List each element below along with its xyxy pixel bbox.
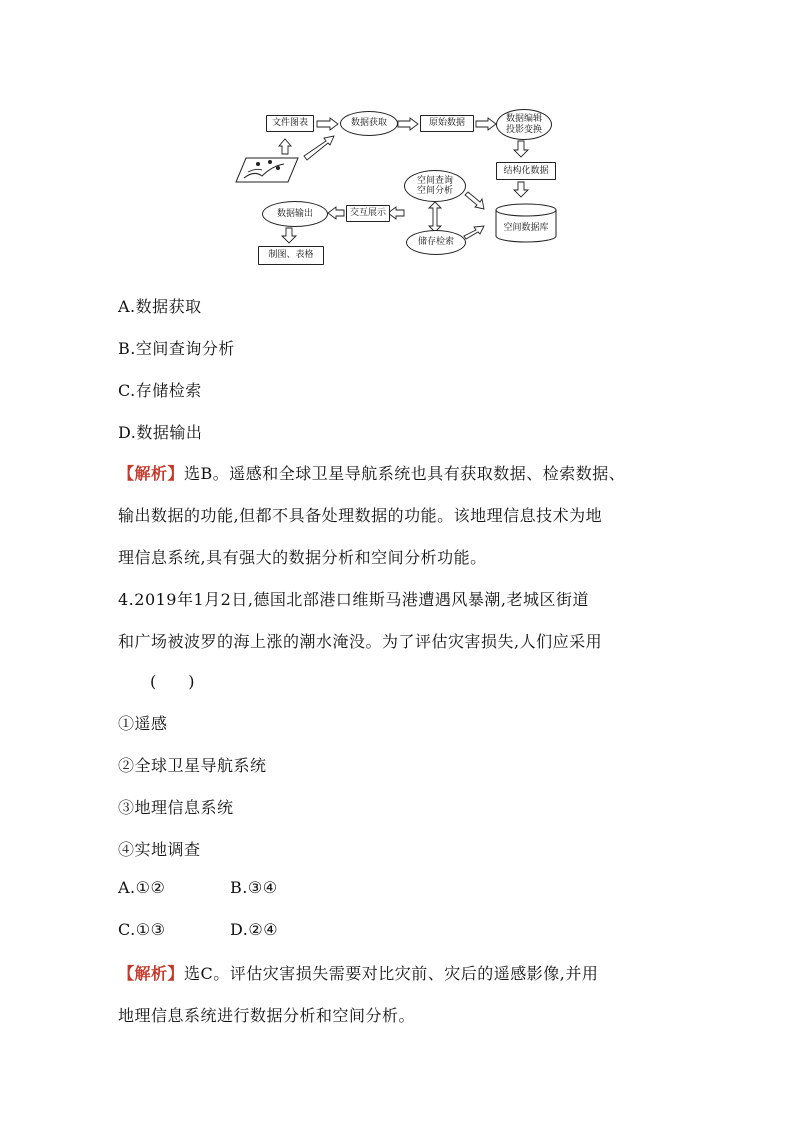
q4-item-3: ③地理信息系统 bbox=[118, 798, 234, 817]
analysis-q3-line2: 输出数据的功能,但都不具备处理数据的功能。该地理信息技术为地 bbox=[118, 506, 603, 525]
option-c: C.存储检索 bbox=[118, 381, 202, 400]
map-sketch-icon bbox=[236, 158, 298, 182]
q4-option-c: C.①③ bbox=[118, 920, 166, 939]
node-data-acquisition: 数据获取 bbox=[340, 111, 398, 136]
option-a: A.数据获取 bbox=[118, 297, 202, 316]
q4-option-b: B.③④ bbox=[230, 878, 278, 897]
q4-option-a: A.①② bbox=[118, 878, 166, 897]
node-raw-data: 原始数据 bbox=[420, 115, 474, 132]
node-mapping-tables: 制图、表格 bbox=[258, 246, 324, 265]
question4-line1: 4.2019年1月2日,德国北部港口维斯马港遭遇风暴潮,老城区街道 bbox=[118, 590, 590, 609]
gis-flow-diagram bbox=[232, 106, 562, 268]
question4-line2: 和广场被波罗的海上涨的潮水淹没。为了评估灾害损失,人们应采用 bbox=[118, 632, 603, 651]
answer-parentheses: ( ) bbox=[150, 672, 195, 691]
analysis-q4-line2: 地理信息系统进行数据分析和空间分析。 bbox=[118, 1006, 416, 1025]
node-structured-data: 结构化数据 bbox=[496, 162, 556, 180]
q4-options-row2 bbox=[118, 920, 278, 939]
analysis-tag: 【解析】 bbox=[118, 464, 185, 483]
analysis-q3-line3: 理信息系统,具有强大的数据分析和空间分析功能。 bbox=[118, 548, 487, 567]
analysis-q3-text1: 选B。遥感和全球卫星导航系统也具有获取数据、检索数据、 bbox=[184, 464, 626, 483]
node-interactive-display: 交互展示 bbox=[346, 205, 390, 222]
node-spatial-query: 空间查询 空间分析 bbox=[404, 170, 466, 202]
q4-item-4: ④实地调查 bbox=[118, 840, 201, 859]
analysis-tag: 【解析】 bbox=[118, 964, 185, 983]
option-b: B.空间查询分析 bbox=[118, 339, 235, 358]
q4-option-d: D.②④ bbox=[230, 920, 279, 939]
node-data-output: 数据输出 bbox=[262, 201, 328, 227]
option-d: D.数据输出 bbox=[118, 423, 203, 442]
node-storage-retrieval: 储存检索 bbox=[406, 230, 466, 255]
node-data-edit: 数据编辑 投影变换 bbox=[496, 109, 552, 140]
analysis-q3-line1 bbox=[118, 461, 625, 484]
q4-options-row1 bbox=[118, 878, 278, 897]
q4-item-1: ①遥感 bbox=[118, 714, 168, 733]
node-spatial-database: 空间数据库 bbox=[503, 222, 549, 233]
analysis-q4-line1 bbox=[118, 961, 598, 984]
node-file-chart: 文件图表 bbox=[266, 115, 314, 132]
q4-item-2: ②全球卫星导航系统 bbox=[118, 756, 267, 775]
analysis-q4-text1: 选C。评估灾害损失需要对比灾前、灾后的遥感影像,并用 bbox=[184, 964, 599, 983]
